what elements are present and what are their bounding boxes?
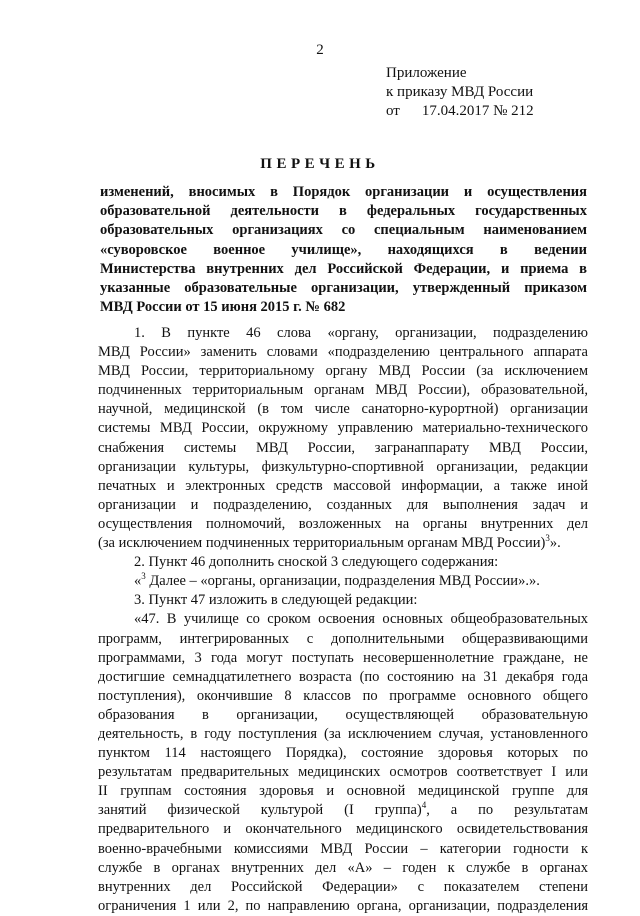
item1-last-text: (за исключением подчиненных территориальным органам МВД России) (98, 535, 546, 552)
item47-line: военно-врачебными комиссиями МВД России – категории годности к (98, 840, 588, 857)
item1-line: 1. В пункте 46 слова «органу, организации, подразделению (134, 325, 588, 341)
item1-last-tail: ». (549, 535, 561, 552)
item2-quote-open: « (134, 573, 142, 590)
item1-line: МВД России» заменить словами «подразделению центрального аппарата (98, 344, 588, 361)
item47-line: «47. В училище со сроком освоения основных общеобразовательных (134, 611, 588, 628)
item1-line: научной, медицинской (в том числе санаторно-курортной) организации (98, 401, 588, 418)
appendix-date-prefix: от (386, 103, 400, 119)
item1-last-line (98, 534, 588, 553)
item47-line: предварительного и окончательного медицинского освидетельствования (98, 821, 588, 838)
subtitle-line: Министерства внутренних дел Российской Федерации, и приема в (100, 260, 587, 277)
footnote-ref-4: 4 (421, 801, 427, 811)
item47-line: ограничения 1 или 2, по направлению органа, организации, подразделения (98, 897, 588, 914)
item1-line: организации и подразделению, созданных для выполнения задач и (98, 496, 588, 513)
appendix-order-ref: к приказу МВД России (386, 84, 534, 100)
item47-sup-after: , а по результатам (426, 802, 588, 819)
subtitle-line: образовательных организациях со специальным наименованием (100, 222, 587, 239)
item47-line: службе в органах внутренних дел «А» – годен к службе в органах (98, 859, 588, 876)
item1-line: организации культуры, физкультурно-спортивной организации, редакции (98, 458, 588, 475)
appendix-date: 17.04.2017 № 212 (421, 103, 534, 119)
item1-line: осуществления полномочий, возложенных на органы внутренних дел (98, 515, 588, 532)
appendix-date-line (386, 102, 534, 121)
item1-line: системы МВД России, окружному управлению материально-технического (98, 420, 588, 437)
item47-line: II группам состояния здоровья и основной медицинской группе для (98, 783, 588, 800)
item2-line: 2. Пункт 46 дополнить сноской 3 следующего содержания: (134, 554, 499, 571)
document-heading: ПЕРЕЧЕНЬ (260, 156, 380, 172)
subtitle-line: МВД России от 15 июня 2015 г. № 682 (100, 299, 346, 316)
item47-line: пунктом 114 настоящего Порядка), состояние здоровья которых по (98, 745, 588, 762)
item1-line: подчиненных территориальным органам МВД России), образовательной, (98, 382, 588, 399)
appendix-title: Приложение (386, 65, 467, 81)
item47-sup-before: занятий физической культурой (I группа) (98, 802, 422, 819)
item2-quote-line (98, 572, 588, 591)
appendix-block (386, 64, 534, 121)
subtitle-line: указанные образовательные организации, утвержденный приказом (100, 280, 587, 297)
item47-line: программ, интегрированных с дополнительными общеразвивающими (98, 630, 588, 647)
item2-quote-text: Далее – «органы, организации, подразделения МВД России».». (145, 573, 540, 590)
document-subtitle (100, 183, 587, 317)
item47-line: деятельность, в году поступления (за исключением случая, установленного (98, 725, 588, 742)
item47-line: поступления), окончившие 8 классов по программе основного общего (98, 687, 588, 704)
subtitle-line: изменений, вносимых в Порядок организации и осуществления (100, 184, 587, 200)
subtitle-line: образовательной деятельности в федеральных государственных (100, 203, 587, 220)
item47-line: достигшие семнадцатилетнего возраста (по состоянию на 31 декабря года (98, 668, 588, 685)
item1-line: снабжения системы МВД России, загранаппарату МВД России, (98, 439, 588, 456)
footnote-ref-3: 3 (545, 534, 550, 544)
item1-line: МВД России, территориальному органу МВД России (за исключением (98, 363, 588, 380)
item47-line: образования в организации, осуществляющей образовательную (98, 706, 588, 723)
document-body (98, 324, 588, 916)
item1-line: печатных и электронных средств массовой информации, а также иной (98, 477, 588, 494)
footnote-mark-3: 3 (141, 572, 146, 582)
subtitle-line: «суворовское военное училище», находящихся в ведении (100, 241, 587, 258)
page-number: 2 (316, 42, 324, 58)
item47-line: программами, 3 года могут поступать несовершеннолетние граждане, не (98, 649, 588, 666)
item47-line: внутренних дел Российской Федерации» с показателем степени (98, 878, 588, 895)
item47-sup-line (98, 801, 588, 820)
item47-line: результатам предварительных медицинских осмотров соответствует I или (98, 764, 588, 781)
item3-line: 3. Пункт 47 изложить в следующей редакции: (134, 592, 418, 609)
